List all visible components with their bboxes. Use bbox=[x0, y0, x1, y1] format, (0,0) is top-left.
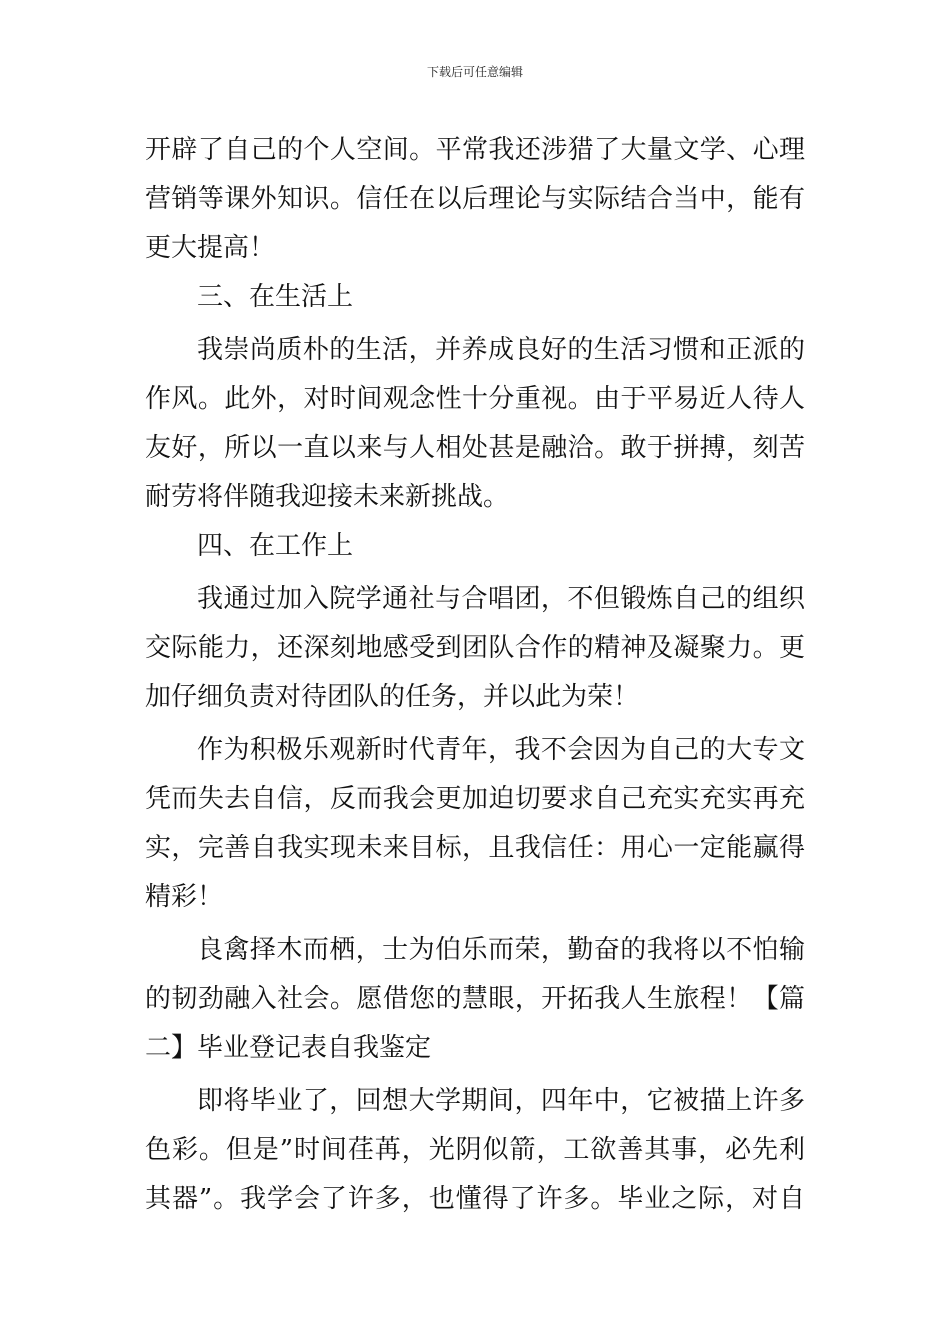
body-line: 良禽择木而栖，士为伯乐而荣，勤奋的我将以不怕输 bbox=[197, 935, 805, 965]
body-line: 即将毕业了，回想大学期间，四年中，它被描上许多 bbox=[197, 1086, 805, 1116]
body-line: 作为积极乐观新时代青年，我不会因为自己的大专文 bbox=[197, 735, 805, 765]
section-heading: 三、在生活上 bbox=[197, 282, 354, 312]
body-line: 作风。此外，对时间观念性十分重视。由于平易近人待人 bbox=[145, 384, 805, 414]
body-line: 的韧劲融入社会。愿借您的慧眼，开拓我人生旅程！【篇 bbox=[145, 984, 805, 1014]
body-line: 开辟了自己的个人空间。平常我还涉猎了大量文学、心理 bbox=[145, 135, 805, 165]
body-line: 色彩。但是”时间荏苒，光阴似箭，工欲善其事，必先利 bbox=[145, 1135, 805, 1165]
body-line: 二】毕业登记表自我鉴定 bbox=[145, 1033, 432, 1063]
body-line: 营销等课外知识。信任在以后理论与实际结合当中，能有 bbox=[145, 184, 805, 214]
body-line: 我通过加入院学通社与合唱团，不但锻炼自己的组织 bbox=[197, 584, 805, 614]
body-line: 更大提高！ bbox=[145, 233, 276, 263]
body-line: 友好，所以一直以来与人相处甚是融洽。敢于拼搏，刻苦 bbox=[145, 433, 805, 463]
body-line: 其器”。我学会了许多，也懂得了许多。毕业之际，对自 bbox=[145, 1184, 805, 1214]
body-line: 凭而失去自信，反而我会更加迫切要求自己充实充实再充 bbox=[145, 784, 805, 814]
page-header: 下载后可任意编辑 bbox=[426, 65, 523, 79]
body-line: 交际能力，还深刻地感受到团队合作的精神及凝聚力。更 bbox=[145, 633, 805, 663]
body-line: 加仔细负责对待团队的任务，并以此为荣！ bbox=[145, 682, 640, 712]
body-line: 精彩！ bbox=[145, 882, 224, 912]
body-line: 我崇尚质朴的生活，并养成良好的生活习惯和正派的 bbox=[197, 335, 805, 365]
section-heading: 四、在工作上 bbox=[197, 531, 354, 561]
body-line: 实，完善自我实现未来目标，且我信任：用心一定能赢得 bbox=[145, 833, 805, 863]
body-line: 耐劳将伴随我迎接未来新挑战。 bbox=[145, 482, 510, 512]
